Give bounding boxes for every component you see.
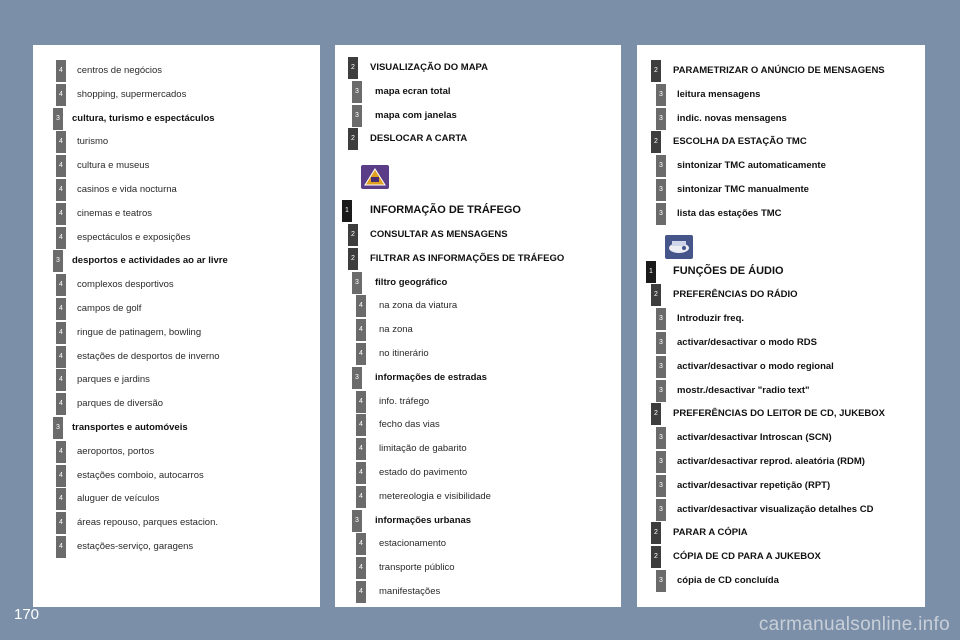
menu-item-funcoes-de-audio: FUNÇÕES DE ÁUDIO (673, 264, 784, 277)
menu-item-cultura-turismo-e-espectaculos: cultura, turismo e espectáculos (72, 112, 215, 124)
level-badge: 3 (53, 250, 63, 272)
level-badge: 2 (651, 522, 661, 544)
menu-item-preferencias-do-leitor-de-cd-jukebox: PREFERÊNCIAS DO LEITOR DE CD, JUKEBOX (673, 408, 886, 420)
level-badge: 2 (348, 128, 358, 150)
level-badge: 4 (356, 295, 366, 317)
menu-item-limitacao-de-gabarito: limitação de gabarito (379, 443, 467, 455)
level-badge: 3 (656, 380, 666, 402)
level-badge: 4 (56, 536, 66, 558)
menu-item-campos-de-golf: campos de golf (77, 303, 142, 314)
menu-item-mapa-ecran-total: mapa ecran total (375, 85, 451, 97)
level-badge: 4 (56, 155, 66, 177)
level-badge: 2 (651, 284, 661, 306)
level-badge: 2 (651, 131, 661, 153)
menu-item-parar-a-copia: PARAR A CÓPIA (673, 527, 748, 539)
menu-item-copia-de-cd-concluida: cópia de CD concluída (677, 575, 779, 586)
level-badge: 1 (646, 261, 656, 283)
level-badge: 2 (348, 57, 358, 79)
level-badge: 4 (56, 441, 66, 463)
menu-item-parques-e-jardins: parques e jardins (77, 374, 150, 386)
level-badge: 4 (56, 274, 66, 296)
menu-item-activar-desactivar-visualizacao-detalhes: activar/desactivar visualização detalhes CD (677, 503, 874, 515)
menu-item-copia-de-cd-para-a-jukebox: CÓPIA DE CD PARA A JUKEBOX (673, 551, 821, 563)
level-badge: 3 (352, 105, 362, 127)
level-badge: 3 (352, 367, 362, 389)
level-badge: 3 (656, 475, 666, 497)
level-badge: 3 (352, 510, 362, 532)
menu-item-informacoes-urbanas: informações urbanas (375, 514, 472, 526)
menu-item-filtro-geografico: filtro geográfico (375, 276, 448, 288)
menu-item-estacoes-de-desportos-de-inverno: estações de desportos de inverno (77, 350, 220, 362)
level-badge: 4 (56, 322, 66, 344)
level-badge: 4 (56, 298, 66, 320)
level-badge: 3 (656, 356, 666, 378)
menu-item-activar-desactivar-o-modo-rds: activar/desactivar o modo RDS (677, 337, 817, 348)
level-badge: 4 (56, 465, 66, 487)
level-badge: 3 (656, 84, 666, 106)
menu-item-parametrizar-o-anuncio-de-mensagens: PARAMETRIZAR O ANÚNCIO DE MENSAGENS (673, 65, 885, 76)
level-badge: 2 (651, 403, 661, 425)
menu-item-estacionamento: estacionamento (379, 538, 447, 550)
menu-item-filtrar-as-informacoes-de-trafego: FILTRAR AS INFORMAÇÕES DE TRÁFEGO (370, 252, 565, 264)
menu-column-1 (33, 45, 320, 607)
menu-item-consultar-as-mensagens: CONSULTAR AS MENSAGENS (370, 229, 508, 240)
menu-item-cinemas-e-teatros: cinemas e teatros (77, 207, 152, 219)
menu-item-informacao-de-trafego: INFORMAÇÃO DE TRÁFEGO (370, 204, 521, 217)
menu-item-deslocar-a-carta: DESLOCAR A CARTA (370, 133, 468, 145)
menu-column-2 (335, 45, 621, 607)
menu-item-espectaculos-e-exposicoes: espectáculos e exposições (77, 231, 191, 243)
menu-item-leitura-mensagens: leitura mensagens (677, 88, 761, 100)
level-badge: 3 (656, 308, 666, 330)
menu-item-centros-de-negocios: centros de negócios (77, 65, 163, 76)
menu-item-complexos-desportivos: complexos desportivos (77, 279, 174, 291)
menu-item-mapa-com-janelas: mapa com janelas (375, 109, 457, 121)
level-badge: 4 (356, 462, 366, 484)
level-badge: 4 (56, 203, 66, 225)
level-badge: 3 (352, 272, 362, 294)
menu-item-aeroportos-portos: aeroportos, portos (77, 445, 155, 457)
menu-item-transporte-publico: transporte público (379, 562, 455, 574)
menu-item-activar-desactivar-reprod-aleatoria-rdm: activar/desactivar reprod. aleatória (RDM) (677, 456, 865, 467)
menu-item-estado-do-pavimento: estado do pavimento (379, 467, 468, 478)
level-badge: 3 (656, 427, 666, 449)
level-badge: 4 (356, 414, 366, 436)
level-badge: 4 (56, 369, 66, 391)
menu-item-areas-repouso-parques-estacion: áreas repouso, parques estacion. (77, 517, 219, 529)
menu-item-casinos-e-vida-nocturna: casinos e vida nocturna (77, 184, 177, 195)
level-badge: 3 (352, 81, 362, 103)
level-badge: 4 (356, 581, 366, 603)
menu-item-estacoes-comboio-autocarros: estações comboio, autocarros (77, 469, 204, 481)
menu-item-activar-desactivar-repeticao-rpt: activar/desactivar repetição (RPT) (677, 479, 831, 491)
level-badge: 4 (56, 84, 66, 106)
level-badge: 4 (356, 557, 366, 579)
menu-item-desportos-e-actividades-ao-ar-livre: desportos e actividades ao ar livre (72, 255, 228, 267)
menu-item-lista-das-estacoes-tmc: lista das estações TMC (677, 207, 782, 219)
menu-item-activar-desactivar-o-modo-regional: activar/desactivar o modo regional (677, 360, 834, 372)
menu-item-na-zona-da-viatura: na zona da viatura (379, 300, 458, 312)
level-badge: 2 (651, 60, 661, 82)
level-badge: 4 (56, 60, 66, 82)
menu-item-metereologia-e-visibilidade: metereologia e visibilidade (379, 490, 491, 502)
menu-item-estacoes-servico-garagens: estações-serviço, garagens (77, 541, 194, 552)
level-badge: 3 (656, 570, 666, 592)
level-badge: 2 (348, 224, 358, 246)
level-badge: 3 (656, 155, 666, 177)
menu-item-sintonizar-tmc-manualmente: sintonizar TMC manualmente (677, 184, 809, 195)
level-badge: 4 (56, 488, 66, 510)
menu-item-info-trafego: info. tráfego (379, 395, 430, 407)
page-number: 170 (14, 606, 40, 623)
menu-item-mostr-desactivar-radio-text: mostr./desactivar "radio text" (677, 384, 810, 396)
menu-item-escolha-da-estacao-tmc: ESCOLHA DA ESTAÇÃO TMC (673, 136, 807, 148)
menu-item-parques-de-diversao: parques de diversão (77, 398, 164, 410)
level-badge: 4 (356, 438, 366, 460)
menu-item-sintonizar-tmc-automaticamente: sintonizar TMC automaticamente (677, 160, 826, 172)
menu-item-visualizacao-do-mapa: VISUALIZAÇÃO DO MAPA (370, 62, 489, 73)
level-badge: 3 (656, 499, 666, 521)
level-badge: 3 (656, 332, 666, 354)
audio-functions-icon (665, 235, 693, 259)
level-badge: 4 (56, 227, 66, 249)
level-badge: 4 (56, 393, 66, 415)
level-badge: 3 (53, 108, 63, 130)
level-badge: 2 (348, 248, 358, 270)
level-badge: 4 (356, 533, 366, 555)
level-badge: 4 (356, 486, 366, 508)
level-badge: 3 (656, 203, 666, 225)
menu-item-informacoes-de-estradas: informações de estradas (375, 371, 487, 383)
menu-item-ringue-de-patinagem-bowling: ringue de patinagem, bowling (77, 326, 202, 338)
level-badge: 4 (356, 319, 366, 341)
menu-item-activar-desactivar-introscan-scn: activar/desactivar Introscan (SCN) (677, 432, 832, 444)
menu-item-introduzir-freq: Introduzir freq. (677, 313, 745, 325)
watermark-text: carmanualsonline.info (758, 614, 950, 635)
menu-item-turismo: turismo (77, 136, 109, 148)
level-badge: 2 (651, 546, 661, 568)
menu-item-indic-novas-mensagens: indic. novas mensagens (677, 112, 787, 124)
menu-item-manifestacoes: manifestações (379, 586, 441, 597)
menu-item-fecho-das-vias: fecho das vias (379, 419, 440, 431)
level-badge: 4 (356, 343, 366, 365)
menu-column-3 (637, 45, 925, 607)
menu-item-cultura-e-museus: cultura e museus (77, 160, 150, 172)
level-badge: 3 (656, 451, 666, 473)
menu-item-shopping-supermercados: shopping, supermercados (77, 88, 187, 100)
menu-item-aluguer-de-veiculos: aluguer de veículos (77, 493, 160, 505)
traffic-warning-icon (361, 165, 389, 189)
level-badge: 4 (56, 512, 66, 534)
level-badge: 4 (356, 391, 366, 413)
level-badge: 3 (656, 179, 666, 201)
menu-item-transportes-e-automoveis: transportes e automóveis (72, 422, 188, 433)
level-badge: 3 (656, 108, 666, 130)
level-badge: 4 (56, 131, 66, 153)
level-badge: 4 (56, 179, 66, 201)
menu-item-no-itinerario: no itinerário (379, 348, 429, 359)
level-badge: 1 (342, 200, 352, 222)
menu-item-na-zona: na zona (379, 324, 413, 336)
menu-item-preferencias-do-radio: PREFERÊNCIAS DO RÁDIO (673, 289, 798, 301)
level-badge: 3 (53, 417, 63, 439)
level-badge: 4 (56, 346, 66, 368)
